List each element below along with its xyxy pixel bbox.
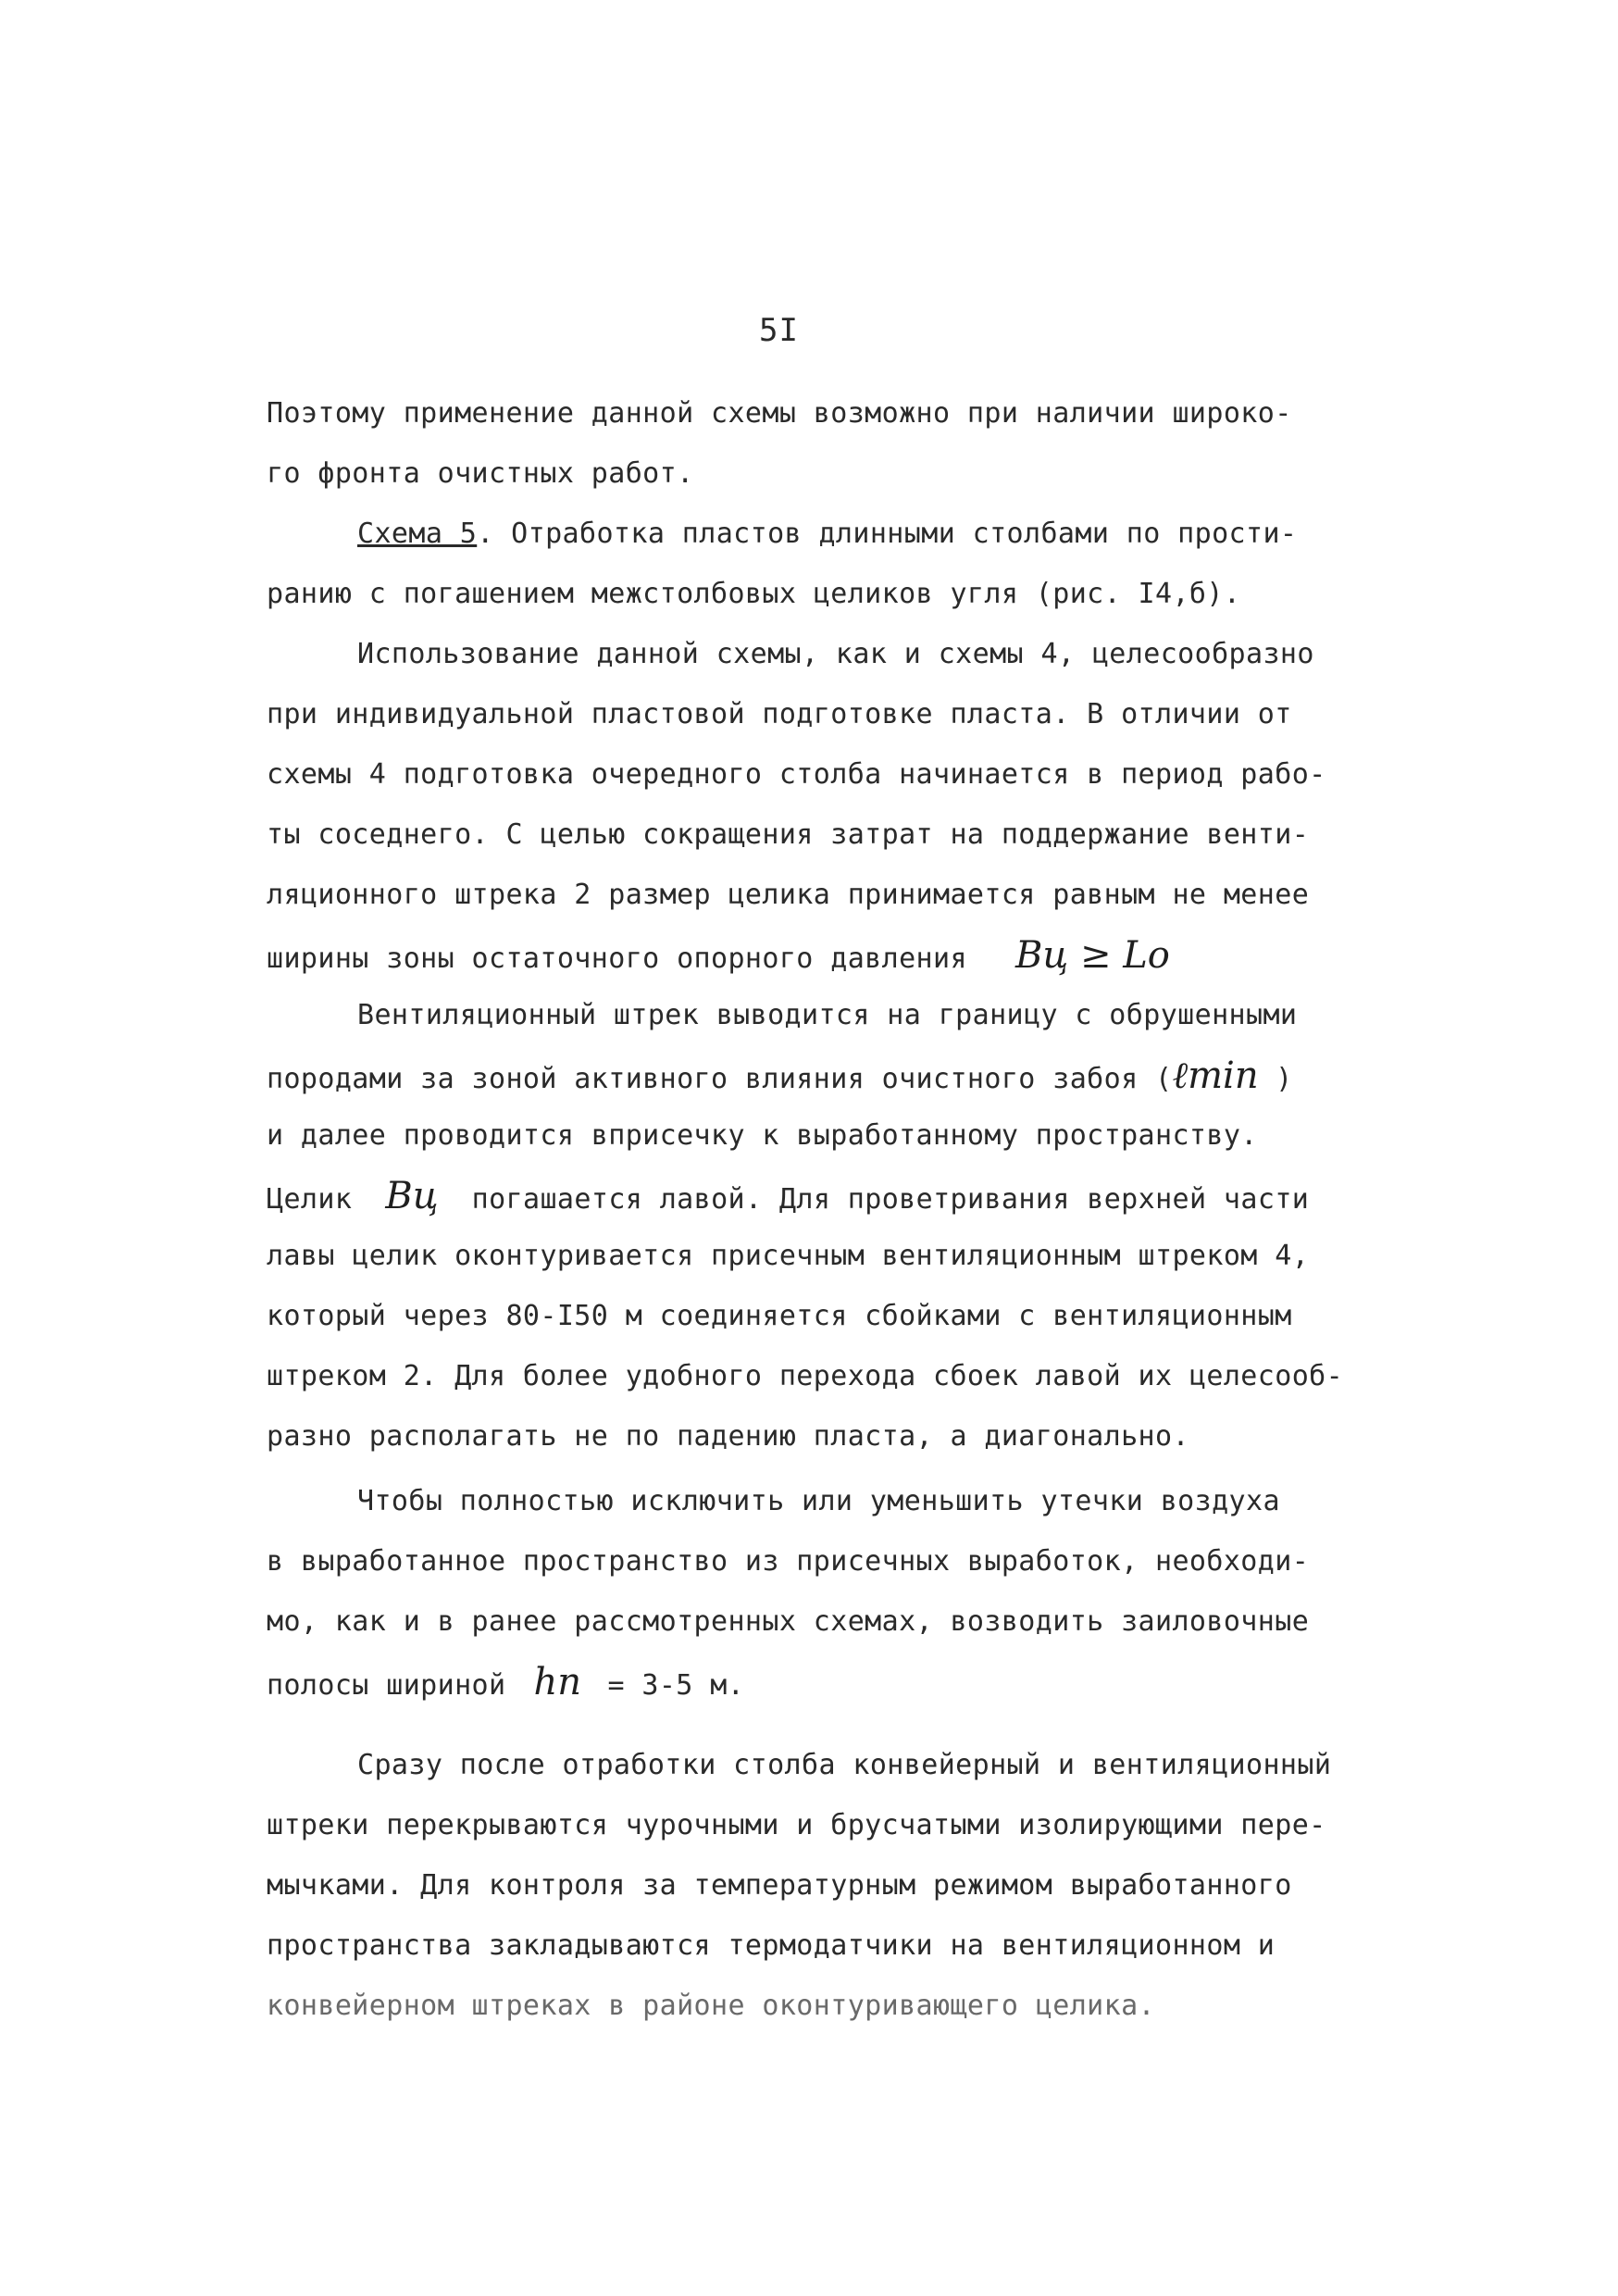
text-line-1: Поэтому применение данной схемы возможно при наличии широко- [267, 397, 1292, 430]
text-line-18: разно располагать не по падению пласта, а диагонально. [267, 1420, 1189, 1453]
formula-width-condition: Вц ≥ Lо [1014, 934, 1170, 977]
scheme-title: . Отработка пластов длинными столбами по прости- [477, 518, 1298, 550]
text-line-12-text: породами за зоной активного влияния очистного забоя ( [267, 1063, 1173, 1095]
text-line-24: штреки перекрываются чурочными и брусчатыми изолирующими пере- [267, 1809, 1326, 1841]
text-line-11: Вентиляционный штрек выводится на границу с обрушенными [357, 999, 1298, 1031]
text-line-3 [357, 514, 1297, 555]
text-line-12-close: ) [1258, 1063, 1293, 1095]
text-line-23: Сразу после отработки столба конвейерный и вентиляционный [357, 1749, 1332, 1781]
text-line-16: который через 80-I50 м соединяется сбойками с вентиляционным [267, 1300, 1292, 1332]
formula-strip-width: hп [533, 1661, 581, 1703]
text-line-7: схемы 4 подготовка очередного столба начинается в период рабо- [267, 758, 1326, 791]
text-line-14 [267, 1176, 1309, 1220]
text-line-6: при индивидуальной пластовой подготовке пласта. В отличии от [267, 698, 1292, 730]
text-line-27: конвейерном штреках в районе оконтуривающего целика. [267, 1990, 1155, 2022]
text-line-22-text: полосы шириной [267, 1669, 506, 1702]
text-line-20: в выработанное пространство из присечных выработок, необходи- [267, 1545, 1310, 1578]
text-line-13: и далее проводится вприсечку к выработанному пространству. [267, 1119, 1258, 1152]
text-line-5: Использование данной схемы, как и схемы 4, целесообразно [357, 638, 1314, 670]
text-line-4: ранию с погашением межстолбовых целиков угля (рис. I4,б). [267, 578, 1241, 610]
text-line-8: ты соседнего. С целью сокращения затрат на поддержание венти- [267, 818, 1310, 851]
text-line-25: мычками. Для контроля за температурным режимом выработанного [267, 1869, 1292, 1902]
scheme-label: Схема 5 [357, 518, 478, 550]
text-line-10 [267, 935, 1170, 980]
text-line-22-rest: = 3-5 м. [591, 1669, 745, 1702]
formula-pillar-width: Вц [385, 1175, 439, 1217]
text-line-14-rest: погашается лавой. Для проветривания верхней части [471, 1183, 1310, 1216]
text-line-14-start: Целик [267, 1183, 353, 1216]
text-line-10-text: ширины зоны остаточного опорного давления [267, 942, 967, 975]
text-line-22 [267, 1662, 744, 1706]
formula-l-min: ℓmin [1172, 1054, 1259, 1097]
text-line-17: штреком 2. Для более удобного перехода сбоек лавой их целесооб- [267, 1360, 1344, 1392]
text-line-26: пространства закладываются термодатчики на вентиляционном и [267, 1929, 1276, 1962]
page-number: 5I [759, 312, 799, 349]
text-line-15: лавы целик оконтуривается присечным вентиляционным штреком 4, [267, 1240, 1310, 1272]
text-line-19: Чтобы полностью исключить или уменьшить утечки воздуха [357, 1485, 1280, 1517]
text-line-21: мо, как и в ранее рассмотренных схемах, возводить заиловочные [267, 1605, 1310, 1638]
text-line-12 [267, 1055, 1293, 1100]
text-line-2: го фронта очистных работ. [267, 457, 694, 490]
text-line-9: ляционного штрека 2 размер целика принимается равным не менее [267, 879, 1310, 911]
